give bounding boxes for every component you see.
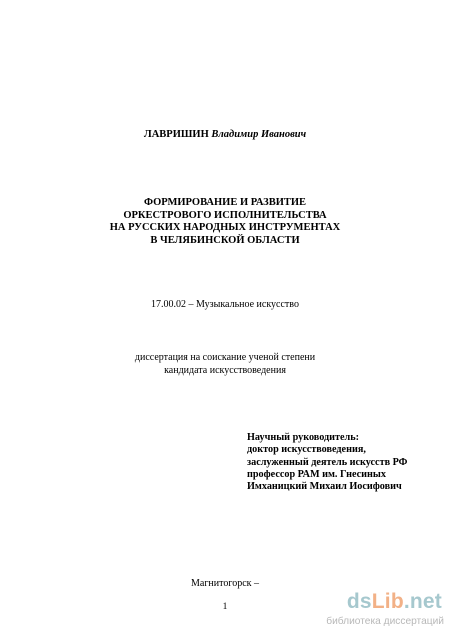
specialty-code: 17.00.02 – Музыкальное искусство xyxy=(151,299,299,310)
city-line: Магнитогорск – xyxy=(190,578,260,589)
page-number: 1 xyxy=(222,602,228,612)
degree-line: диссертация на соискание ученой степени xyxy=(134,352,316,363)
supervisor-line: профессор РАМ им. Гнесиных xyxy=(247,468,386,480)
degree-line: кандидата искусствоведения xyxy=(164,365,286,376)
title-line: В ЧЕЛЯБИНСКОЙ ОБЛАСТИ xyxy=(150,234,300,246)
watermark-caption: библиотека диссертаций xyxy=(326,616,444,627)
author-given-names: Владимир Иванович xyxy=(211,129,307,140)
supervisor-line: Имханицкий Михаил Иосифович xyxy=(247,481,402,493)
supervisor-line: доктор искусствоведения, xyxy=(247,444,366,456)
scientific-supervisor xyxy=(247,432,407,493)
dslib-logo xyxy=(347,590,442,614)
dslib-watermark[interactable] xyxy=(326,588,450,637)
logo-net: .net xyxy=(403,590,442,613)
supervisor-line: заслуженный деятель искусств РФ xyxy=(247,456,408,468)
logo-lib: Lib xyxy=(371,590,404,613)
title-line: ОРКЕСТРОВОГО ИСПОЛНИТЕЛЬСТВА xyxy=(123,209,327,221)
degree-statement xyxy=(0,351,450,377)
dissertation-title xyxy=(0,197,450,247)
author-name xyxy=(0,128,450,141)
author-surname: ЛАВРИШИН xyxy=(143,129,209,140)
title-line: НА РУССКИХ НАРОДНЫХ ИНСТРУМЕНТАХ xyxy=(109,222,341,233)
title-line: ФОРМИРОВАНИЕ И РАЗВИТИЕ xyxy=(143,197,307,208)
logo-ds: ds xyxy=(346,590,372,613)
supervisor-line: Научный руководитель: xyxy=(247,432,360,443)
